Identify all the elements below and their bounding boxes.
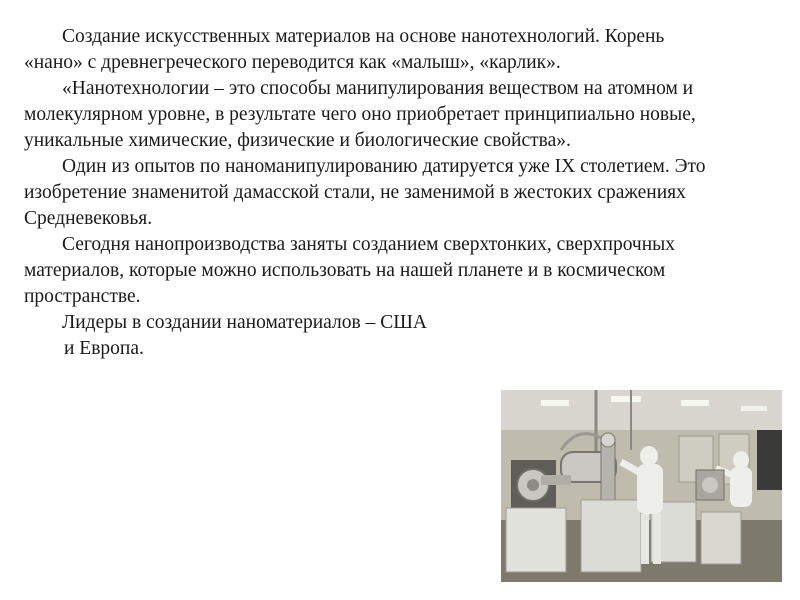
paragraph-definition: «Нанотехнологии – это способы манипулирования веществом на атомном и молекулярном уровне, в результате чего оно приобретает принципиально новые, уникальные химические, физические и биологические свойства». [24,78,696,151]
lab-photo [501,390,782,582]
pipe-section [541,475,571,485]
text-block [24,24,724,362]
ceiling-light [541,400,569,406]
leaders-line-2: и Европа. [64,338,144,359]
cabinet [581,500,641,572]
doorway [757,430,782,490]
flange [601,433,615,447]
lab-photo-illustration [501,390,782,582]
paragraph-intro: Создание искусственных материалов на основе нанотехнологий. Корень «нано» с древнегреческого переводится как «малыш», «карлик». [24,26,665,73]
chamber-port [527,479,539,491]
ceiling-light [741,406,767,411]
cabinet [701,512,741,564]
paragraph-history: Один из опытов по наноманипулированию датируется уже IX столетием. Это изобретение знаменитой дамасской стали, не заменимой в жестоких сражениях Средневековья. [24,156,706,229]
leaders-line-1: Лидеры в создании наноматериалов – США [62,312,427,333]
equipment-dial [702,477,718,493]
paragraph-leaders [24,310,494,362]
chamber-column [601,442,615,502]
paragraph-today: Сегодня нанопроизводства заняты созданием сверхтонких, сверхпрочных материалов, которые можно использовать на нашей планете и в космическом пространстве. [24,234,676,307]
lab-ceiling [501,390,782,430]
ceiling-light [611,396,641,402]
ceiling-light [681,400,709,406]
cabinet [506,508,566,572]
